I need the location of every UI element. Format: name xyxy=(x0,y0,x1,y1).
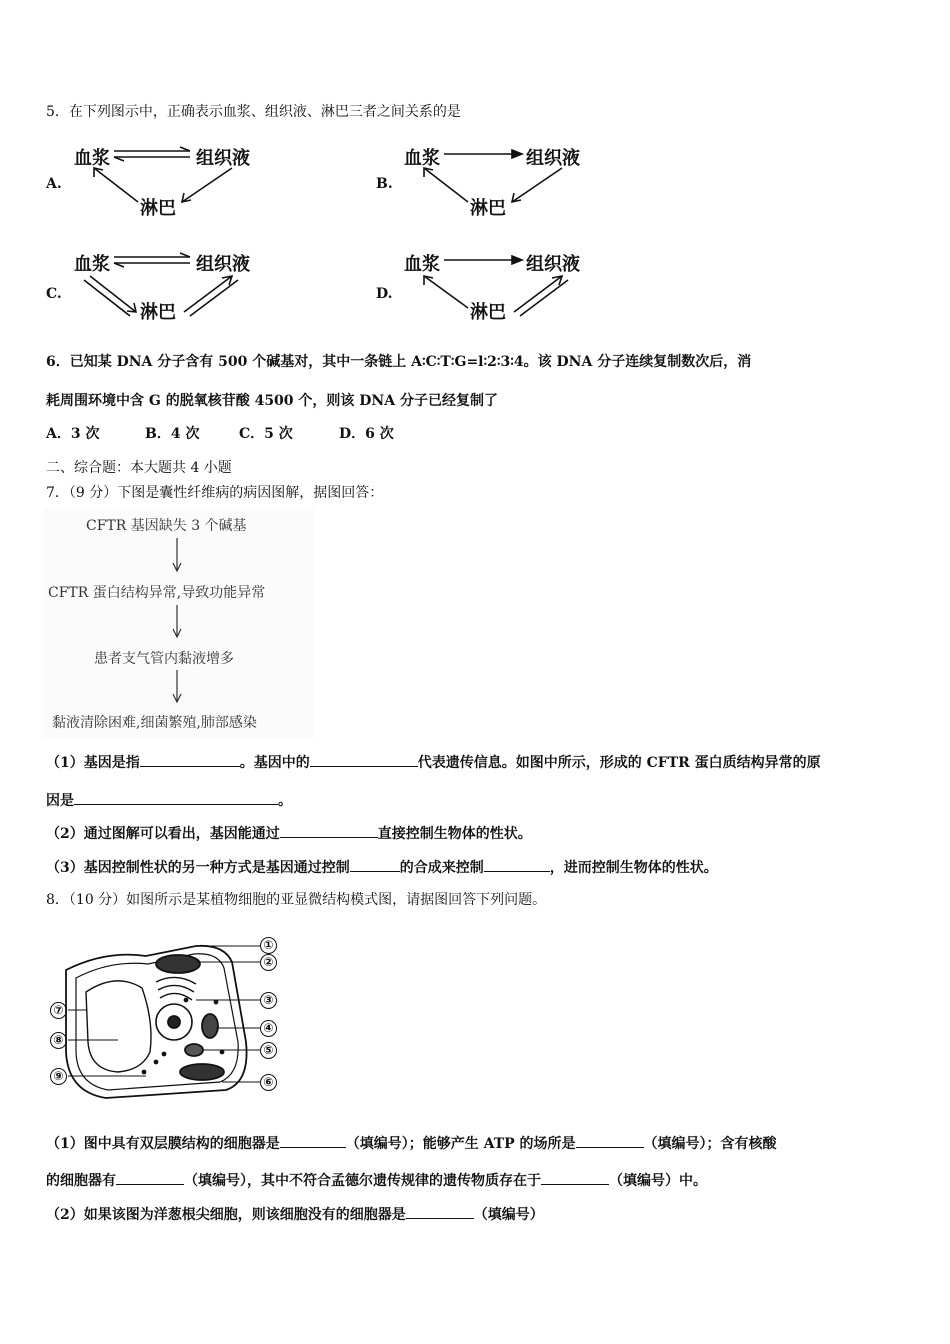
q8-sub1-line1 xyxy=(46,1133,777,1153)
q7-blank-3[interactable] xyxy=(74,790,278,805)
flow-step-2: CFTR 蛋白结构异常,导致功能异常 xyxy=(48,585,266,601)
q8-sub2-text-a: （2）如果该图为洋葱根尖细胞，则该细胞没有的细胞器是 xyxy=(46,1207,406,1223)
q8-blank-5[interactable] xyxy=(406,1204,474,1219)
q7-stem: 7．（9 分）下图是囊性纤维病的病因图解，据图回答： xyxy=(46,485,384,501)
lymph-label: 淋巴 xyxy=(470,302,506,323)
q5-option-a-label[interactable]: A. xyxy=(46,176,62,192)
label-3: ③ xyxy=(260,992,277,1009)
q5-stem: 5．在下列图示中，正确表示血浆、组织液、淋巴三者之间关系的是 xyxy=(46,104,461,120)
lymph-label: 淋巴 xyxy=(140,302,176,323)
label-2: ② xyxy=(260,954,277,971)
q5-diagram-c xyxy=(72,248,282,328)
arrows-c xyxy=(72,248,282,328)
lymph-label: 淋巴 xyxy=(140,198,176,219)
q8-sub1-text-a: （1）图中具有双层膜结构的细胞器是 xyxy=(46,1136,280,1152)
q8-sub1-text-e: （填编号），其中不符合孟德尔遗传规律的遗传物质存在于 xyxy=(184,1173,541,1189)
label-7: ⑦ xyxy=(50,1002,67,1019)
tissue-fluid-label: 组织液 xyxy=(526,254,580,275)
q7-blank-5[interactable] xyxy=(350,857,400,872)
q6-option-a-label: A． xyxy=(46,426,71,442)
q6-option-b[interactable] xyxy=(145,425,199,443)
q5-diagram-d xyxy=(402,248,612,328)
q7-sub2-text-a: （2）通过图解可以看出，基因能通过 xyxy=(46,826,280,842)
q8-blank-3[interactable] xyxy=(116,1170,184,1185)
q7-sub1-text-b: 。基因中的 xyxy=(239,755,310,771)
q6-option-d-label: D． xyxy=(339,426,366,442)
q6-option-c-label: C． xyxy=(239,426,265,442)
q8-blank-1[interactable] xyxy=(280,1133,346,1148)
flow-arrows xyxy=(44,508,314,738)
label-4: ④ xyxy=(260,1020,277,1037)
tissue-fluid-label: 组织液 xyxy=(526,148,580,169)
q7-sub1-text-c: 代表遗传信息。如图中所示，形成的 CFTR 蛋白质结构异常的原 xyxy=(417,755,821,771)
q7-sub3-text-b: 的合成来控制 xyxy=(399,860,484,876)
tissue-fluid-label: 组织液 xyxy=(196,254,250,275)
q7-sub3-text-a: （3）基因控制性状的另一种方式是基因通过控制 xyxy=(46,860,350,876)
q7-flowchart xyxy=(44,508,314,738)
q6-option-b-label: B． xyxy=(145,426,171,442)
q7-sub1-text-d: 因是 xyxy=(46,793,74,809)
label-6: ⑥ xyxy=(260,1074,277,1091)
q6-option-c[interactable] xyxy=(239,425,293,443)
q6-option-b-text: 4 次 xyxy=(170,426,200,442)
label-1: ① xyxy=(260,937,277,954)
q5-diagram-a xyxy=(72,140,282,220)
plasma-label: 血浆 xyxy=(404,148,440,169)
flow-step-3: 患者支气管内黏液增多 xyxy=(94,651,234,667)
q5-option-c-label[interactable]: C. xyxy=(46,286,62,302)
q8-sub1-text-f: （填编号）中。 xyxy=(609,1173,707,1189)
q8-sub1-line2 xyxy=(46,1170,707,1190)
q6-option-d-text: 6 次 xyxy=(365,426,394,442)
q6-line2: 耗周围环境中含 G 的脱氧核苷酸 4500 个，则该 DNA 分子已经复制了 xyxy=(46,393,498,409)
q7-sub1-line1 xyxy=(46,752,821,772)
q7-blank-2[interactable] xyxy=(310,752,418,767)
q7-sub1-text-e: 。 xyxy=(278,793,292,809)
q7-sub3 xyxy=(46,857,718,877)
q6-option-a[interactable] xyxy=(46,425,100,443)
q7-sub2-text-b: 直接控制生物体的性状。 xyxy=(377,826,532,842)
q8-stem: 8．（10 分）如图所示是某植物细胞的亚显微结构模式图，请据图回答下列问题。 xyxy=(46,892,547,908)
q8-sub1-text-d: 的细胞器有 xyxy=(46,1173,116,1189)
q8-blank-4[interactable] xyxy=(541,1170,609,1185)
q7-sub1-line2 xyxy=(46,790,292,810)
q6-option-d[interactable] xyxy=(339,425,394,443)
q8-blank-2[interactable] xyxy=(576,1133,644,1148)
arrows-d xyxy=(402,248,612,328)
q7-blank-1[interactable] xyxy=(140,752,240,767)
plant-cell-drawing xyxy=(46,922,296,1112)
q7-sub3-text-c: ，进而控制生物体的性状。 xyxy=(549,860,718,876)
label-8: ⑧ xyxy=(50,1032,67,1049)
q8-plant-cell-diagram xyxy=(46,922,296,1112)
q5-diagram-b xyxy=(402,140,612,220)
arrows-a xyxy=(72,140,282,220)
label-9: ⑨ xyxy=(50,1068,67,1085)
flow-step-4: 黏液清除困难,细菌繁殖,肺部感染 xyxy=(52,715,257,731)
section-2-title: 二、综合题：本大题共 4 小题 xyxy=(46,460,232,476)
plasma-label: 血浆 xyxy=(404,254,440,275)
q7-blank-4[interactable] xyxy=(280,823,378,838)
label-5: ⑤ xyxy=(260,1042,277,1059)
plasma-label: 血浆 xyxy=(74,254,110,275)
q6-line1: 6．已知某 DNA 分子含有 500 个碱基对，其中一条链上 A∶C∶T∶G=l∶2∶3∶4。该 DNA 分子连续复制数次后，消 xyxy=(46,354,752,370)
q7-sub2 xyxy=(46,823,532,843)
q5-option-b-label[interactable]: B. xyxy=(376,176,393,192)
q8-sub1-text-c: （填编号）；含有核酸 xyxy=(643,1136,777,1152)
q5-option-d-label[interactable]: D. xyxy=(376,286,393,302)
q6-option-c-text: 5 次 xyxy=(264,426,293,442)
q8-sub2-text-b: （填编号） xyxy=(473,1207,544,1223)
arrows-b xyxy=(402,140,612,220)
q8-sub2 xyxy=(46,1204,544,1224)
q8-sub1-text-b: （填编号）；能够产生 ATP 的场所是 xyxy=(345,1136,576,1152)
q6-option-a-text: 3 次 xyxy=(70,426,100,442)
q7-blank-6[interactable] xyxy=(484,857,550,872)
tissue-fluid-label: 组织液 xyxy=(196,148,250,169)
q7-sub1-text-a: （1）基因是指 xyxy=(46,755,140,771)
plasma-label: 血浆 xyxy=(74,148,110,169)
flow-step-1: CFTR 基因缺失 3 个碱基 xyxy=(86,518,247,534)
lymph-label: 淋巴 xyxy=(470,198,506,219)
